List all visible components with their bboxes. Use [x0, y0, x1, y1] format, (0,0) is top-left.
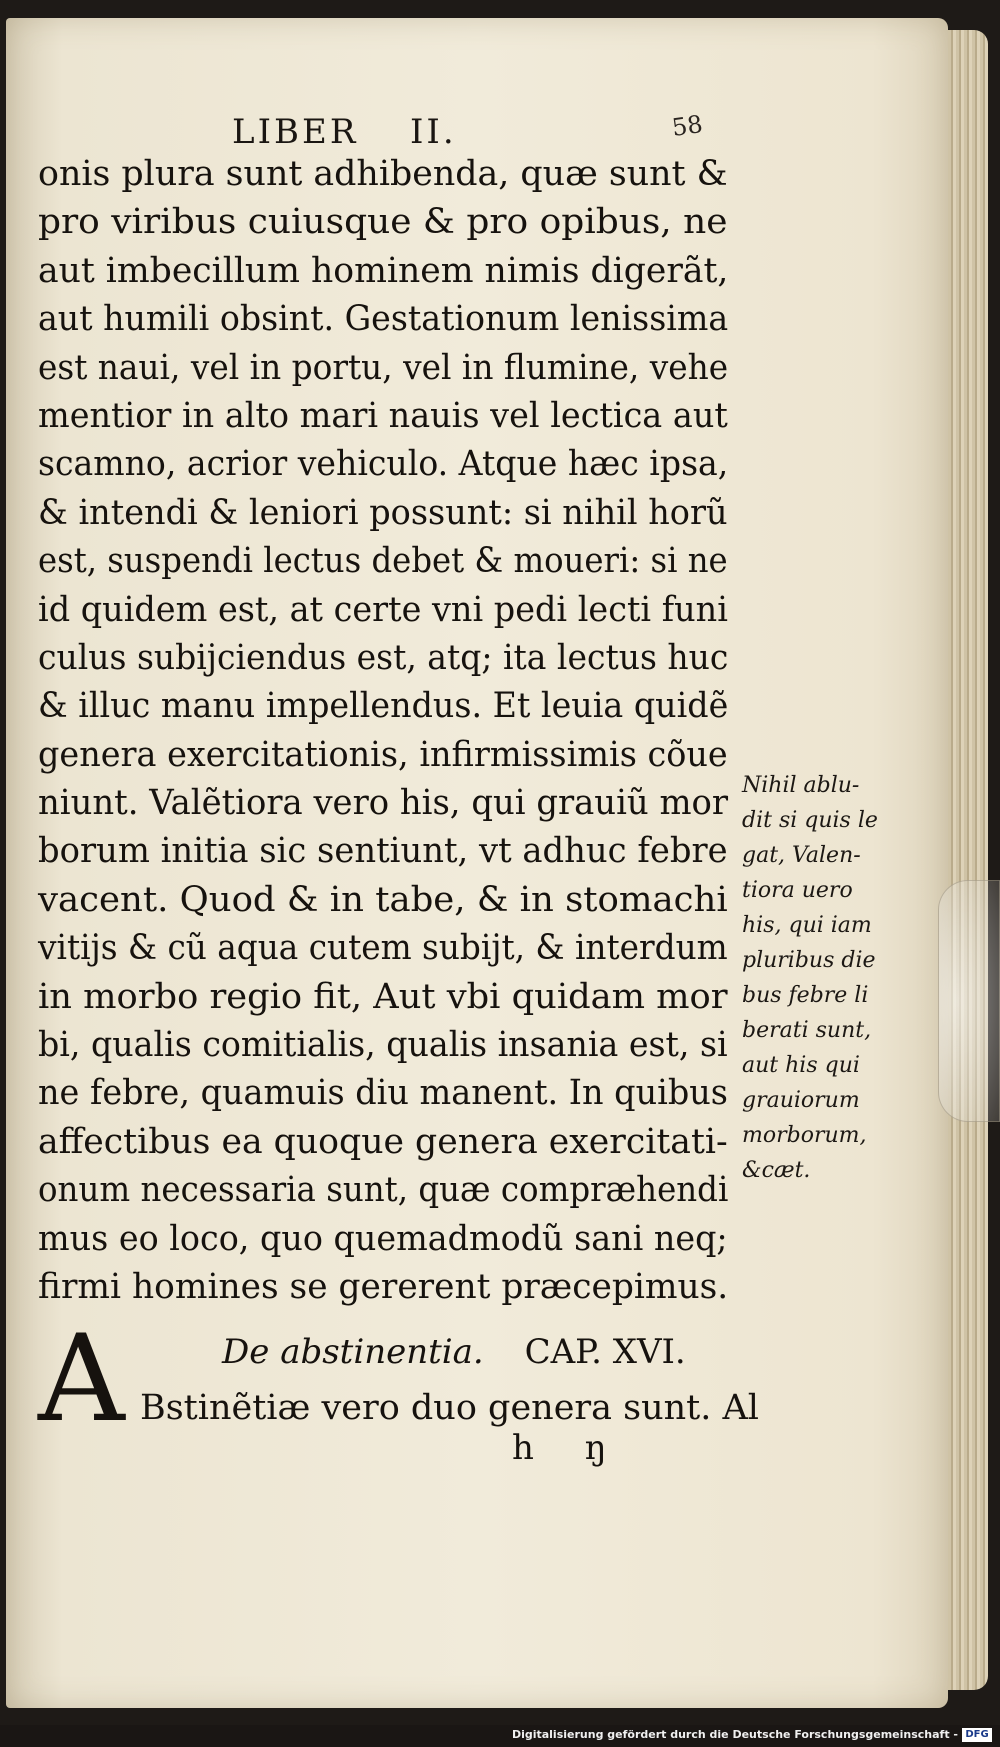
chapter-heading: [222, 1332, 686, 1372]
text-line: firmi homines se gererent præcepimus.: [38, 1266, 729, 1307]
page-clip: [938, 880, 1000, 1122]
text-line: bi, qualis comitialis, qualis insania est, si: [38, 1025, 728, 1066]
chapter-first-line: Bstinẽtiæ vero duo genera sunt. Al: [140, 1388, 759, 1428]
text-line: onis plura sunt adhibenda, quæ sunt &: [38, 154, 728, 194]
digitization-credit: Digitalisierung gefördert durch die Deutsche Forschungsgemeinschaft -: [511, 1728, 958, 1741]
marginal-note-line: grauiorum: [742, 1088, 860, 1113]
text-line: est, suspendi lectus debet & moueri: si ne: [38, 541, 728, 582]
marginal-note-line: his, qui iam: [742, 913, 872, 938]
marginal-note-line: tiora uero: [742, 878, 853, 903]
text-line: in morbo regio fit, Aut vbi quidam mor: [38, 976, 728, 1017]
running-head-liber: LIBER: [232, 112, 359, 152]
text-line: & illuc manu impellendus. Et leuia quidẽ: [38, 686, 729, 727]
running-head-book: II.: [410, 112, 457, 152]
text-line: affectibus ea quoque genera exercitati-: [38, 1121, 728, 1162]
marginal-note-line: gat, Valen-: [742, 843, 861, 868]
text-line: genera exercitationis, infirmissimis cõue: [38, 734, 728, 775]
text-line: scamno, acrior vehiculo. Atque hæc ipsa,: [38, 444, 729, 485]
text-line: borum initia sic sentiunt, vt adhuc febre: [38, 831, 728, 872]
text-line: mus eo loco, quo quemadmodũ sani neq;: [38, 1218, 728, 1259]
marginal-note-line: bus febre li: [742, 983, 869, 1008]
body-text: [38, 150, 738, 1311]
drop-cap: A: [38, 1310, 125, 1449]
text-line: mentior in alto mari nauis vel lectica aut: [38, 395, 728, 436]
marginal-note-line: morborum,: [742, 1123, 867, 1148]
text-line: vitijs & cũ aqua cutem subijt, & interdum: [38, 928, 728, 969]
marginal-note-line: Nihil ablu-: [742, 773, 860, 798]
text-line: est naui, vel in portu, vel in flumine, vehe: [38, 347, 729, 388]
text-line: aut imbecillum hominem nimis digerãt,: [38, 250, 729, 291]
page-number: 58: [670, 110, 705, 142]
marginal-note-line: pluribus die: [742, 948, 876, 973]
text-line: onum necessaria sunt, quæ compræhendi: [38, 1170, 729, 1211]
text-line: id quidem est, at certe vni pedi lecti funi: [38, 589, 728, 630]
text-line: ne febre, quamuis diu manent. In quibus: [38, 1073, 728, 1114]
dfg-logo: DFG: [962, 1728, 992, 1742]
marginal-note: [742, 768, 882, 1188]
text-line: pro viribus cuiusque & pro opibus, ne: [38, 202, 728, 243]
marginal-note-line: dit si quis le: [742, 808, 878, 833]
text-line: & intendi & leniori possunt: si nihil horũ: [38, 492, 728, 533]
marginal-note-line: aut his qui: [742, 1053, 860, 1078]
marginal-note-line: &cæt.: [742, 1158, 811, 1183]
chapter-title: De abstinentia.: [222, 1332, 484, 1372]
text-line: aut humili obsint. Gestationum lenissima: [38, 299, 729, 340]
text-line: culus subijciendus est, atq; ita lectus huc: [38, 637, 729, 678]
catchwords: h ŋ: [512, 1428, 607, 1468]
chapter-number: CAP. XVI.: [524, 1332, 686, 1372]
text-line: niunt. Valẽtiora vero his, qui grauiũ mor: [38, 783, 729, 824]
page-edges: [948, 30, 988, 1690]
marginal-note-line: berati sunt,: [742, 1018, 872, 1043]
text-line: vacent. Quod & in tabe, & in stomachi: [38, 879, 728, 920]
